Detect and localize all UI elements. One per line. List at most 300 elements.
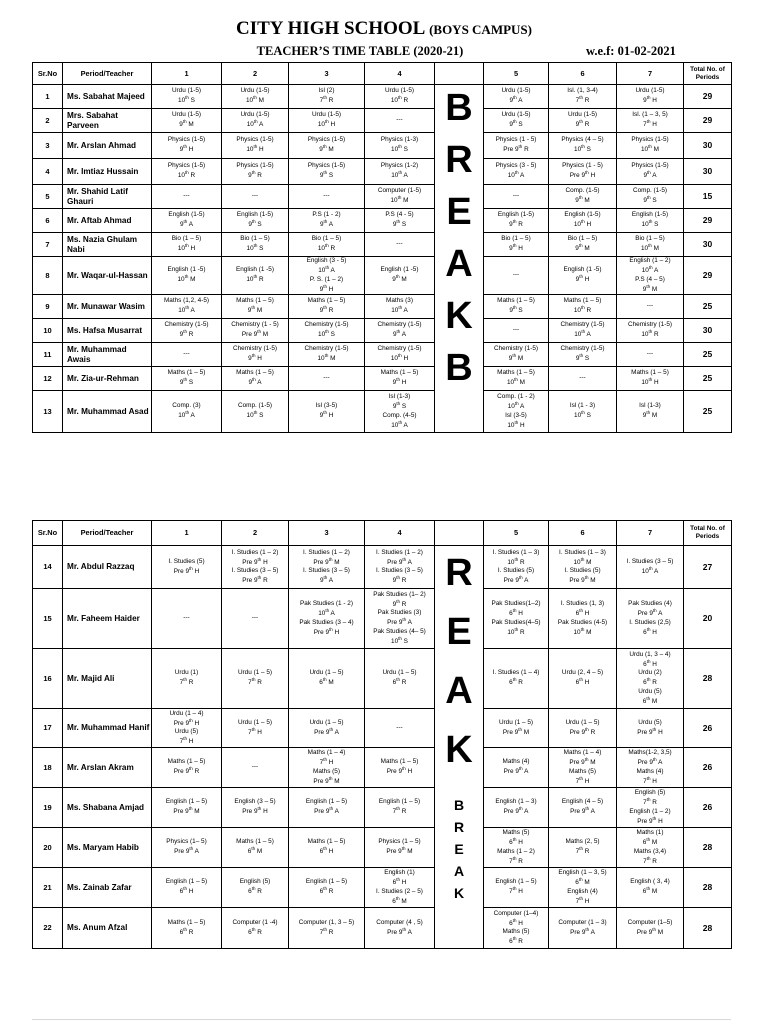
cell-line: 10th S (641, 219, 659, 229)
teacher-name: Ms. Hafsa Musarrat (63, 319, 152, 343)
period-5-cell (484, 868, 549, 908)
period-6-cell (549, 748, 617, 788)
period-6-cell (549, 546, 617, 589)
cell-line: Maths (1 – 4) (563, 749, 602, 756)
cell-line: Pak Studies (4) (628, 600, 672, 607)
cell-line: 10th H (507, 419, 525, 429)
table-row (33, 209, 732, 233)
period-1-cell (152, 868, 222, 908)
teacher-name: Mr. Zia-ur-Rehman (63, 367, 152, 391)
cell-line: I. Studies (3 – 5) (626, 557, 674, 565)
total-periods: 26 (684, 788, 732, 828)
cell-line: English (1-5) (236, 211, 274, 219)
period-3-cell (289, 649, 365, 709)
period-6-cell (549, 133, 617, 159)
period-5-cell (484, 828, 549, 868)
table-row (33, 908, 732, 949)
teacher-name: Ms. Zainab Zafar (63, 868, 152, 908)
cell-line: Maths (1 – 4) (307, 749, 346, 756)
break-letter: R (445, 139, 473, 181)
cell-line: 9th M (642, 283, 658, 293)
period-7-cell (617, 589, 684, 649)
period-1-cell (152, 133, 222, 159)
period-6-cell (549, 709, 617, 748)
cell-line: 10th M (641, 144, 659, 154)
period-1-cell (152, 109, 222, 133)
cell-line: I. Studies (1 – 4) (492, 669, 540, 677)
teacher-name: Mr. Munawar Wasim (63, 295, 152, 319)
teacher-name: Ms. Sabahat Majeed (63, 85, 152, 109)
cell-line: Chemistry (1-5) (232, 345, 278, 353)
cell-line: Maths (1 – 5) (236, 838, 274, 846)
row-srno: 18 (33, 748, 63, 788)
cell-line: Physics (1-5) (631, 162, 669, 170)
cell-line: Computer (1 – 3) (558, 918, 607, 926)
table-row (33, 868, 732, 908)
period-2-cell (222, 788, 289, 828)
page-divider (32, 1019, 731, 1020)
cell-line: 9th A (319, 575, 333, 585)
period-6-cell (549, 209, 617, 233)
cell-line: Pak Studies (3) (377, 609, 422, 617)
period-1-cell (152, 295, 222, 319)
period-4-cell (365, 319, 435, 343)
cell-line: 9th A (248, 377, 262, 387)
total-periods: 25 (684, 343, 732, 367)
cell-line: 10th M (177, 274, 196, 284)
period-3-cell (289, 233, 365, 257)
cell-line: Urdu (1 – 5) (309, 669, 344, 677)
total-periods: 28 (684, 908, 732, 949)
cell-line: 6th R (392, 677, 407, 687)
cell-line: --- (323, 192, 330, 200)
period-2-cell (222, 257, 289, 295)
teacher-name: Mr. Abdul Razzaq (63, 546, 152, 589)
cell-line: Pak Studies (3 – 4) (299, 618, 354, 626)
period-1-cell (152, 319, 222, 343)
cell-line: 9th M (508, 353, 524, 363)
period-7-cell (617, 367, 684, 391)
period-3-cell (289, 868, 365, 908)
break-letter: K (445, 729, 473, 771)
period-3-cell (289, 748, 365, 788)
period-5-cell (484, 343, 549, 367)
cell-line: English (3 – 5) (234, 798, 276, 806)
period-1-cell (152, 159, 222, 185)
header-period-6: 6 (549, 63, 617, 85)
cell-line: Urdu (1-5) (311, 111, 342, 119)
cell-line: English (1 -5) (167, 266, 206, 274)
table-row (33, 748, 732, 788)
cell-line: English (1 – 5) (305, 878, 348, 886)
cell-line: P.S (4 - 5) (385, 211, 414, 219)
cell-line: 9th S (392, 219, 407, 229)
cell-line: Maths (1 – 5) (380, 369, 419, 377)
cell-line: Comp. (1-5) (237, 402, 273, 410)
period-7-cell (617, 788, 684, 828)
cell-line: I. Studies (2,5) (629, 618, 671, 626)
cell-line: --- (512, 326, 520, 334)
period-4-cell (365, 185, 435, 209)
cell-line: English (1 – 3, 5) (558, 869, 607, 876)
campus-name: (BOYS CAMPUS) (429, 22, 532, 37)
cell-line: 10th S (391, 635, 408, 646)
period-6-cell (549, 828, 617, 868)
period-2-cell (222, 748, 289, 788)
cell-line: 10th S (574, 410, 591, 420)
cell-line: 10th M (317, 353, 336, 363)
cell-line: Bio (1 – 5) (501, 235, 531, 243)
cell-line: Chemistry (1 - 5) (231, 321, 279, 329)
cell-line: 9th M (575, 243, 590, 253)
row-srno: 1 (33, 85, 63, 109)
cell-line: Pre 9th M (313, 775, 340, 785)
cell-line: Isl (1 - 3) (569, 402, 596, 410)
cell-line: 6th H (392, 877, 407, 887)
period-7-cell (617, 546, 684, 589)
cell-line: 9th S (575, 353, 590, 363)
cell-line: --- (396, 116, 403, 124)
period-3-cell (289, 257, 365, 295)
cell-line: 10th M (573, 556, 592, 566)
period-6-cell (549, 868, 617, 908)
cell-line: Physics (1 – 5) (378, 838, 421, 846)
cell-line: 10th A (507, 170, 525, 180)
period-1-cell (152, 546, 222, 589)
cell-line: 7th R (643, 855, 657, 865)
cell-line: Maths (1) (636, 829, 664, 836)
table-row (33, 391, 732, 433)
cell-line: Urdu (1 – 4) (169, 709, 204, 717)
period-6-cell (549, 85, 617, 109)
header-period-4: 4 (365, 521, 435, 546)
cell-line: 9th H (509, 243, 523, 253)
cell-line: --- (646, 350, 654, 358)
cell-line: Computer (1-5) (377, 187, 422, 195)
cell-line: 10th R (390, 95, 409, 105)
table-row (33, 828, 732, 868)
cell-line: Isl (2) (318, 87, 335, 95)
total-periods: 29 (684, 85, 732, 109)
cell-line: Urdu (2, 4 – 5) (561, 669, 604, 677)
break-label (435, 790, 483, 908)
period-1-cell (152, 85, 222, 109)
period-7-cell (617, 709, 684, 748)
cell-line: --- (323, 374, 330, 382)
cell-line: P.S (1 - 2) (312, 211, 341, 219)
period-7-cell (617, 109, 684, 133)
cell-line: 9th H (319, 410, 334, 420)
cell-line: Urdu (5) (174, 728, 199, 735)
cell-line: Physics (1 - 5) (562, 162, 603, 170)
cell-line: --- (251, 192, 259, 200)
cell-line: 6th H (509, 837, 523, 847)
period-4-cell (365, 868, 435, 908)
cell-line: 6th R (248, 926, 262, 937)
cell-line: 10th A (178, 410, 195, 420)
cell-line: 10th R (573, 305, 592, 315)
cell-line: English (4) (567, 887, 598, 895)
period-6-cell (549, 908, 617, 949)
cell-line: English ( 3, 4) (630, 878, 670, 886)
total-periods: 30 (684, 233, 732, 257)
period-2-cell (222, 185, 289, 209)
row-srno: 5 (33, 185, 63, 209)
period-2-cell (222, 908, 289, 949)
period-7-cell (617, 295, 684, 319)
cell-line: 9th H (319, 283, 334, 293)
cell-line: Maths (1 – 5) (497, 369, 535, 377)
cell-line: 10th A (178, 305, 195, 315)
period-4-cell (365, 209, 435, 233)
row-srno: 11 (33, 343, 63, 367)
cell-line: Chemistry (1-5) (164, 321, 209, 329)
period-7-cell (617, 85, 684, 109)
header-period-5: 5 (484, 63, 549, 85)
cell-line: Pak Studies (4-5) (557, 618, 608, 626)
period-7-cell (617, 185, 684, 209)
period-5-cell (484, 133, 549, 159)
cell-line: 6th H (509, 917, 523, 927)
teacher-name: Mr. Muhammad Asad (63, 391, 152, 433)
cell-line: 6th R (643, 677, 657, 687)
period-4-cell (365, 546, 435, 589)
break-label (435, 85, 483, 401)
period-4-cell (365, 159, 435, 185)
period-7-cell (617, 828, 684, 868)
table-row (33, 367, 732, 391)
period-6-cell (549, 391, 617, 433)
teacher-name: Mr. Waqar-ul-Hassan (63, 257, 152, 295)
row-srno: 21 (33, 868, 63, 908)
cell-line: Computer (1–4) (493, 909, 539, 917)
row-srno: 3 (33, 133, 63, 159)
cell-line: I. Studies (1 – 2) (303, 548, 350, 556)
school-name: CITY HIGH SCHOOL (236, 18, 425, 39)
cell-line: 6th H (509, 608, 523, 618)
period-1-cell (152, 343, 222, 367)
cell-line: 7th R (319, 95, 334, 105)
cell-line: 10th A (318, 265, 335, 275)
period-3-cell (289, 85, 365, 109)
teacher-name: Mr. Majid Ali (63, 649, 152, 709)
period-5-cell (484, 908, 549, 949)
break-column (435, 546, 484, 949)
row-srno: 9 (33, 295, 63, 319)
cell-line: Chemistry (1-5) (627, 321, 673, 329)
total-periods: 20 (684, 589, 732, 649)
cell-line: Physics (1– 5) (166, 838, 207, 846)
cell-line: Computer (1, 3 – 5) (298, 918, 355, 926)
row-srno: 14 (33, 546, 63, 589)
period-4-cell (365, 85, 435, 109)
period-2-cell (222, 319, 289, 343)
cell-line: Urdu (1-5) (171, 87, 202, 95)
cell-line: Pre 9th M (241, 329, 269, 339)
cell-line: Isl (1-3) (388, 393, 411, 400)
cell-line: 10th S (246, 410, 264, 420)
cell-line: Maths (1,2, 4-5) (163, 297, 210, 305)
cell-line: 9th A (643, 170, 657, 180)
cell-line: Maths (5) (313, 767, 340, 775)
cell-line: Urdu (1 – 5) (382, 669, 417, 677)
table-row (33, 233, 732, 257)
row-srno: 4 (33, 159, 63, 185)
period-3-cell (289, 589, 365, 649)
cell-line: I. Studies (5) (497, 567, 535, 574)
cell-line: 6th H (643, 626, 657, 636)
cell-line: 6th H (575, 677, 590, 687)
teacher-name: Mr. Muhammad Hanif (63, 709, 152, 748)
period-3-cell (289, 185, 365, 209)
period-2-cell (222, 709, 289, 748)
cell-line: Chemistry (1-5) (304, 345, 349, 353)
cell-line: Pre 9th A (637, 757, 663, 767)
period-1-cell (152, 748, 222, 788)
header-period-7: 7 (617, 521, 684, 546)
period-5-cell (484, 649, 549, 709)
cell-line: Chemistry (1-5) (377, 345, 422, 353)
cell-line: 9th A (392, 329, 406, 339)
cell-line: 7th H (575, 895, 590, 905)
period-6-cell (549, 343, 617, 367)
period-1-cell (152, 908, 222, 949)
break-letter: B (453, 797, 465, 813)
period-4-cell (365, 257, 435, 295)
cell-line: Pak Studies(1–2) (491, 600, 541, 607)
cell-line: Urdu (1-5) (240, 87, 270, 95)
period-5-cell (484, 709, 549, 748)
table-row (33, 709, 732, 748)
cell-line: English (1-5) (631, 211, 669, 219)
cell-line: Pre 9th A (387, 617, 412, 627)
period-6-cell (549, 159, 617, 185)
cell-line: --- (396, 240, 403, 248)
break-letter: B (445, 87, 473, 129)
cell-line: Maths (1 – 5) (631, 369, 669, 377)
cell-line: Maths (1 – 5) (307, 297, 346, 305)
period-4-cell (365, 709, 435, 748)
cell-line: 10th M (246, 95, 264, 105)
school-title (0, 18, 768, 40)
period-4-cell (365, 109, 435, 133)
cell-line: English (1 – 2) (629, 807, 671, 815)
cell-line: 6th R (509, 677, 523, 687)
cell-line: 7th R (575, 95, 590, 105)
cell-line: 6th M (319, 677, 334, 687)
teacher-name: Mr. Muhammad Awais (63, 343, 152, 367)
cell-line: Pre 9th A (314, 806, 339, 816)
period-1-cell (152, 649, 222, 709)
table-row (33, 343, 732, 367)
total-periods: 25 (684, 391, 732, 433)
total-periods: 30 (684, 319, 732, 343)
total-periods: 26 (684, 709, 732, 748)
cell-line: 9th R (392, 598, 407, 609)
period-2-cell (222, 159, 289, 185)
break-column (435, 85, 484, 433)
header-period-2: 2 (222, 521, 289, 546)
cell-line: Pre 9th H (173, 565, 200, 576)
period-5-cell (484, 546, 549, 589)
cell-line: Urdu (1-5) (567, 111, 598, 119)
timetable-title: TEACHER’S TIME TABLE (2020-21) (256, 44, 464, 58)
break-letter: B (445, 347, 473, 389)
period-6-cell (549, 295, 617, 319)
cell-line: Pre 9th M (313, 556, 340, 566)
period-6-cell (549, 589, 617, 649)
teacher-name: Ms. Nazia Ghulam Nabi (63, 233, 152, 257)
cell-line: Urdu (1 – 5) (237, 669, 273, 677)
header-srno: Sr.No (33, 521, 63, 546)
table-row (33, 589, 732, 649)
period-1-cell (152, 367, 222, 391)
cell-line: 10th R (177, 170, 196, 180)
cell-line: Pre 9th A (503, 766, 529, 776)
cell-line: 10th S (178, 95, 195, 105)
cell-line: Urdu (1-5) (635, 87, 665, 95)
cell-line: Pre 9th A (503, 575, 529, 585)
period-4-cell (365, 828, 435, 868)
cell-line: 10th A (391, 170, 408, 180)
cell-line: Comp. (1 - 2) (497, 393, 535, 400)
cell-line: Pre 9th M (569, 575, 596, 585)
period-2-cell (222, 109, 289, 133)
cell-line: 10th M (507, 377, 525, 387)
period-5-cell (484, 748, 549, 788)
cell-line: 9th M (392, 274, 407, 284)
total-periods: 25 (684, 367, 732, 391)
cell-line: 10th A (641, 565, 659, 576)
cell-line: Physics (1-5) (307, 136, 346, 144)
period-3-cell (289, 367, 365, 391)
cell-line: Comp. (4-5) (382, 411, 417, 419)
cell-line: English (1) (384, 869, 415, 876)
cell-line: I. Studies (1 – 3) (559, 548, 606, 556)
cell-line: --- (512, 192, 520, 200)
cell-line: 7th R (248, 677, 262, 687)
header-period-6: 6 (549, 521, 617, 546)
cell-line: Urdu (1-5) (501, 111, 531, 119)
cell-line: English (3 - 5) (306, 257, 347, 264)
period-7-cell (617, 319, 684, 343)
cell-line: English (1 – 5) (378, 798, 421, 806)
period-4-cell (365, 589, 435, 649)
break-label (435, 546, 483, 790)
cell-line: Maths (1 – 5) (167, 369, 206, 377)
cell-line: English (1 -5) (563, 266, 602, 274)
period-3-cell (289, 546, 365, 589)
cell-line: 7th R (643, 797, 657, 807)
period-3-cell (289, 343, 365, 367)
table-row (33, 185, 732, 209)
teacher-name: Ms. Shabana Amjad (63, 788, 152, 828)
cell-line: Pre 9th H (173, 717, 200, 727)
cell-line: Physics (1-5) (236, 162, 274, 170)
cell-line: English (1-5) (168, 211, 205, 219)
cell-line: Physics (1-5) (631, 136, 669, 144)
cell-line: 6th H (179, 886, 194, 896)
cell-line: P. S. (1 – 2) (309, 275, 344, 283)
header-break (435, 521, 484, 546)
period-6-cell (549, 319, 617, 343)
cell-line: 7th H (643, 119, 657, 129)
cell-line: Urdu (1 – 5) (565, 718, 600, 726)
period-1-cell (152, 185, 222, 209)
cell-line: 6th R (248, 886, 262, 896)
cell-line: Pre 9th M (636, 926, 664, 937)
cell-line: 10th R (317, 243, 336, 253)
